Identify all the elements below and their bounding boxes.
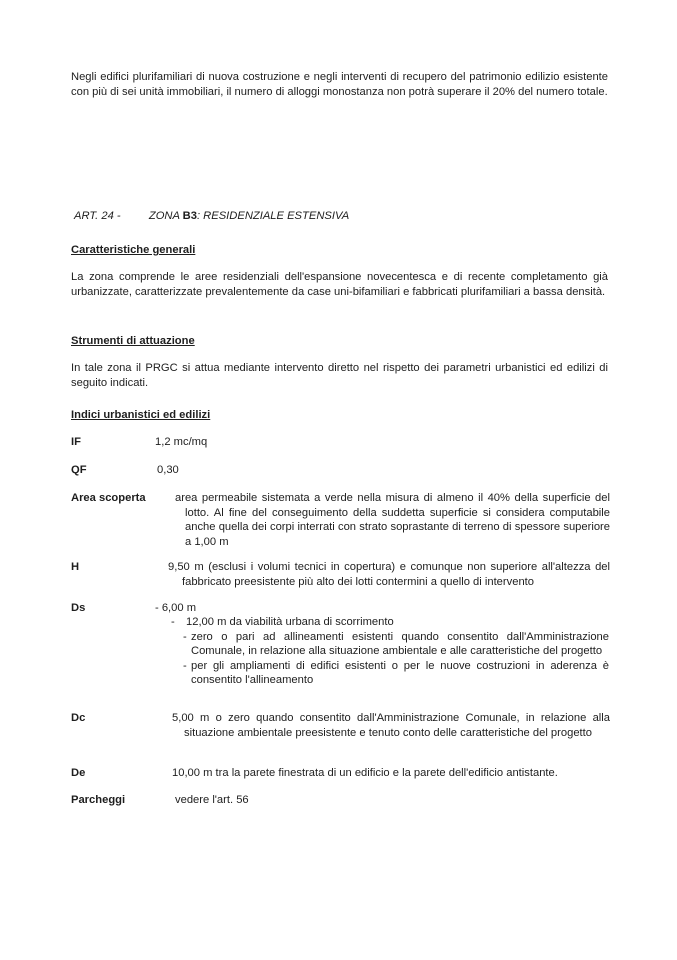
index-value-h: 9,50 m (esclusi i volumi tecnici in copertura) e comunque non superiore all'altezza del fabbricato preesistente più alto dei lotti contermini a quello di intervento [168, 561, 610, 588]
section-text-generali: La zona comprende le aree residenziali dell'espansione novecentesca e di recente completamento già urbanizzate, caratterizzate prevalentemente da case uni-bifamiliari e fabbricati plurifamiliari a bassa densità. [71, 271, 608, 298]
section-heading-generali: Caratteristiche generali [71, 244, 196, 256]
section-heading-indici: Indici urbanistici ed edilizi [71, 409, 211, 421]
ds-sublist [171, 615, 609, 688]
section-heading-attuazione: Strumenti di attuazione [71, 335, 195, 347]
section-text-attuazione: In tale zona il PRGC si attua mediante intervento diretto nel rispetto dei parametri urbanistici ed edilizi di seguito indicati. [71, 362, 608, 389]
index-label-de: De [71, 767, 86, 779]
index-value-ds: - 6,00 m [155, 602, 197, 614]
article-title [74, 209, 349, 224]
index-value-qf: 0,30 [157, 464, 179, 476]
index-label-parcheggi: Parcheggi [71, 794, 126, 806]
index-label-dc: Dc [71, 712, 86, 724]
zone-prefix: ZONA [148, 210, 183, 222]
ds-item: - 12,00 m da viabilità urbana di scorrimento [171, 616, 394, 628]
index-value-if: 1,2 mc/mq [155, 436, 208, 448]
index-label-area-scoperta: Area scoperta [71, 492, 146, 504]
index-label-qf: QF [71, 464, 87, 476]
index-value-area-scoperta: area permeabile sistemata a verde nella misura di almeno il 40% della superficie del lotto. Al fine del conseguimento della suddetta superficie si considera computabile anche quella dei corpi interrati con strato soprastante di terreno di spessore superiore a 1,00 m [175, 492, 610, 548]
article-number: ART. 24 - [74, 210, 121, 222]
index-label-h: H [71, 561, 80, 573]
index-value-parcheggi: vedere l'art. 56 [175, 794, 249, 806]
ds-item: - per gli ampliamenti di edifici esistenti o per le nuove costruzioni in aderenza è consentito l'allineamento [183, 659, 609, 686]
zone-name: : RESIDENZIALE ESTENSIVA [196, 210, 350, 222]
index-label-if: IF [71, 436, 81, 448]
index-value-de: 10,00 m tra la parete finestrata di un edificio e la parete dell'edificio antistante. [172, 767, 558, 779]
ds-item: - zero o pari ad allineamenti esistenti quando consentito dall'Amministrazione Comunale, in relazione alla situazione ambientale e alle caratteristiche del progetto [183, 630, 609, 657]
index-label-ds: Ds [71, 602, 86, 614]
index-value-dc: 5,00 m o zero quando consentito dall'Amministrazione Comunale, in relazione alla situazione ambientale preesistente e tenuto conto delle caratteristiche del progetto [172, 712, 610, 739]
zone-code: B3 [182, 210, 197, 222]
intro-paragraph: Negli edifici plurifamiliari di nuova costruzione e negli interventi di recupero del patrimonio edilizio esistente con più di sei unità immobiliari, il numero di alloggi monostanza non potrà superare il 20% del numero totale. [71, 71, 608, 98]
